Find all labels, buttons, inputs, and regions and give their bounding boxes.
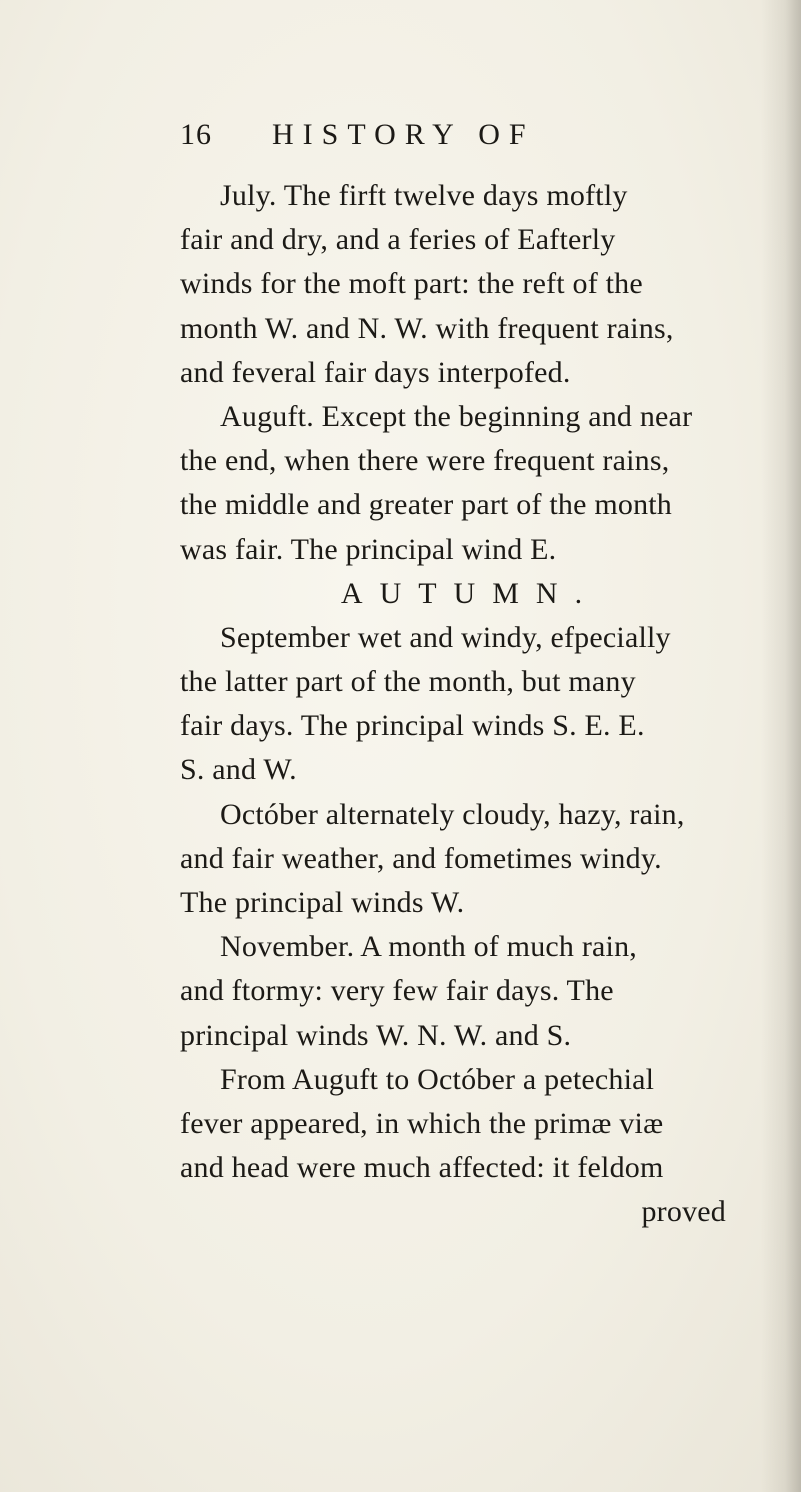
text-line: From Auguft to Octóber a petechial xyxy=(220,1062,655,1096)
text-line: fever appeared, in which the primæ viæ xyxy=(180,1106,664,1140)
text-line: November. A month of much rain, xyxy=(220,930,637,964)
text-line: was fair. The principal wind E. xyxy=(180,532,557,566)
page-number: 16 xyxy=(180,118,212,151)
text-line: and head were much affected: it feldom xyxy=(180,1151,664,1185)
body-text xyxy=(180,174,740,1235)
text-line: and ftormy: very few fair days. The xyxy=(180,974,614,1008)
text-line: and fair weather, and fometimes windy. xyxy=(180,841,662,875)
text-line: the end, when there were frequent rains, xyxy=(180,444,670,478)
text-line: winds for the moft part: the reft of the xyxy=(180,267,643,301)
text-line: the middle and greater part of the month xyxy=(180,488,672,522)
text-line: Octóber alternately cloudy, hazy, rain, xyxy=(220,797,685,831)
section-heading: AUTUMN. xyxy=(340,576,600,610)
catchword: proved xyxy=(641,1195,726,1229)
text-line: and feveral fair days interpofed. xyxy=(180,355,571,389)
text-line: The principal winds W. xyxy=(180,886,465,919)
text-line: September wet and windy, efpecially xyxy=(220,620,671,654)
text-line: fair days. The principal winds S. E. E. xyxy=(180,709,645,743)
running-head: HISTORY OF xyxy=(272,118,535,151)
text-line: S. and W. xyxy=(180,753,297,787)
text-line: fair and dry, and a feries of Eafterly xyxy=(180,223,616,257)
text-line: Auguft. Except the beginning and near xyxy=(220,399,693,433)
text-line: month W. and N. W. with frequent rains, xyxy=(180,311,674,345)
page-edge-shadow xyxy=(761,0,801,1492)
text-line: principal winds W. N. W. and S. xyxy=(180,1018,572,1052)
text-line: July. The firft twelve days moftly xyxy=(220,179,628,212)
page-header xyxy=(180,118,720,166)
text-line: the latter part of the month, but many xyxy=(180,665,636,699)
